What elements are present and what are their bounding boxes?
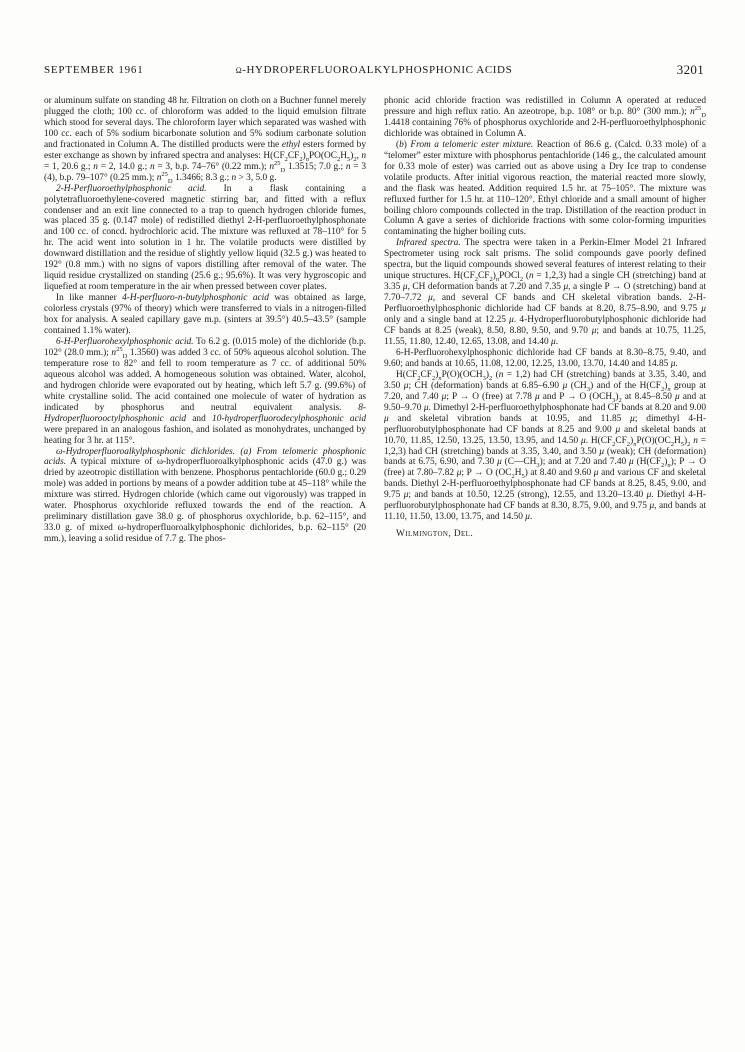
body-paragraph: $H(CF_2CF_2)_nP(O)(OCH_3)_2$ (n = 1,2) had CH (stretching) bands at 3.35, 3.40, and 3.50 μ; CH (deformation) bands at 6.85–6.90 μ $(CH_3)$ and of the $H(CF_2)_n$ group at 7.20, and 7.40 μ; P → O (free) at 7.78 μ and P → O $(OCH_3)_2$ at 8.45–8.50 μ and at 9.50–9.70 μ. Dimethyl 2-H-perfluoroethylphosphonate had CF bands at 8.20 and 9.00 μ and skeletal vibration bands at 10.95, and 11.85 μ; dimethyl 4-H-perfluorobutylphosphonate had CF bands at 8.25 and 9.00 μ and skeletal bands at 10.70, 11.85, 12.50, 13.25, 13.50, 13.95, and 14.50 μ. $H(CF_2CF_2)_nP(O)(OC_2H_5)_2$ n = 1,2,3) had CH (stretching) bands at 3.35, 3.40, and 3.50 μ (weak); CH (deformation) bands at 6.75, 6.90, and 7.30 μ $(C—CH_3)$; and at 7.20 and 7.40 μ $(H(CF_2)_n)$; P → O (free) at 7.80–7.82 μ; P → O $(OC_2H_5)$ at 8.40 and 9.60 μ and various CF and skeletal bands. Diethyl 2-H-perfluoroethylphosphonate had CF bands at 8.25, 8.45, 9.00, and 9.75 μ; and bands at 10.50, 12.25 (strong), 12.55, and 13.20–13.40 μ. Diethyl 4-H-perfluorobutylphosphonate had CF bands at 8.30, 8.75, 9.00, and 9.75 μ, and bands at 11.10, 11.50, 13.00, 13.75, and 14.50 μ. — [384, 369, 707, 523]
body-paragraph: (b) From a telomeric ester mixture. Reaction of 86.6 g. (Calcd. 0.33 mole) of a “telomer” ester mixture with phosphorus pentachloride (146 g., the calculated amount for 0.33 mole of ester) was carried out as above using a Dry Ice trap to condense volatile products. After initial vigorous reaction, the material reacted more slowly, and the flask was heated. Addition required 1.5 hr. at 75–105°. The mixture was refluxed further for 1.5 hr. at 110–120°. Ethyl chloride and a small amount of higher boiling chloro compounds collected in the trap. Distillation of the reaction product in Column A gave a series of dichloride fractions with some color-forming impurities contaminating the higher boiling cuts. — [384, 139, 707, 238]
running-header — [44, 64, 704, 80]
body-paragraph: 6-H-Perfluorohexylphosphonic acid. To 6.2 g. (0.015 mole) of the dichloride (b.p. 102° (28.0 mm.); $n^{25}_D$ 1.3560) was added 3 cc. of 50% aqueous alcohol solution. The temperature rose to 82° and fell to room temperature as 7 cc. of additional 50% aqueous alcohol was added. A homogeneous solution was obtained. Water, alcohol, and hydrogen chloride were evaporated out by heating, which left 5.7 g. (99.6%) of white crystalline solid. The acid contained one molecule of water of hydration as indicated by phosphorus and neutral equivalent analysis. 8-Hydroperfluorooctylphosphonic acid and 10-hydroperfluorodecylphosphonic acid were prepared in an analogous fashion, and isolated as monohydrates, unchanged by heating for 3 hr. at 115°. — [44, 336, 367, 446]
right-column — [384, 96, 706, 540]
header-date: SEPTEMBER 1961 — [44, 64, 144, 76]
body-paragraph: phonic acid chloride fraction was redistilled in Column A operated at reduced pressure and high reflux ratio. An azeotrope, b.p. 108° or b.p. 80° (300 mm.); $n^{25}_D$ 1.4418 containing 76% of phosphorus oxychloride and 2-H-perfluoroethylphosphonic dichloride was obtained in Column A. — [384, 96, 706, 139]
left-column — [44, 96, 366, 545]
page-number: 3201 — [676, 62, 704, 77]
body-paragraph: Infrared spectra. The spectra were taken in a Perkin-Elmer Model 21 Infrared Spectrometer using rock salt prisms. The solid compounds gave poorly defined spectra, but the liquid compounds showed several features of interest relating to their unique structures. $H(CF_2CF_2)_nPOCl_2$ (n = 1,2,3) had a single CH (stretching) band at 3.35 μ, CH deformation bands at 7.20 and 7.35 μ, a single P → O (stretching) band at 7.70–7.72 μ, and several CF bands and CH skeletal vibration bands. 2-H-Perfluoroethylphosphonic dichloride had CF bands at 8.20, 8.75–8.90, and 9.75 μ only and a single band at 12.25 μ. 4-Hydroperfluorobutylphosphonic dichloride had CF bands at 8.25 (weak), 8.50, 8.80, 9.50, and 9.70 μ; and bands at 10.75, 11.25, 11.55, 11.80, 12.40, 12.65, 13.08, and 14.40 μ. — [384, 238, 707, 347]
header-title: ω-HYDROPERFLUOROALKYLPHOSPHONIC ACIDS — [235, 64, 513, 76]
body-paragraph: 6-H-Perfluorohexylphosphonic dichloride had CF bands at 8.30–8.75, 9.40, and 9.60; and bands at 10.65, 11.08, 12.00, 12.25, 13.00, 13.70, 14.40 and 14.85 μ. — [384, 347, 706, 369]
body-paragraph: In like manner 4-H-perfluoro-n-butylphosphonic acid was obtained as large, colorless crystals (97% of theory) which were transferred to vials in a nitrogen-filled box for analysis. A sealed capillary gave m.p. (sinters at 39.5°) 40.5–43.5° (sample contained 1.1% water). — [44, 293, 366, 337]
location-signoff: Wilmington, Del. — [396, 529, 474, 540]
body-paragraph: ω-Hydroperfluoroalkylphosphonic dichlorides. (a) From telomeric phosphonic acids. A typical mixture of ω-hydroperfluoroalkylphosphonic acids (47.0 g.) was dried by azeotropic distillation with benzene. Phosphorus pentachloride (60.0 g.; 0.29 mole) was added in portions by means of a powder addition tube at 45–118° while the mixture was stirred. Hydrogen chloride (which came out vigorously) was trapped in water. Phosphorus oxychloride refluxed towards the end of the reaction. A preliminary distillation gave 38.0 g. of phosphorus oxychloride, b.p. 62–115°, and 33.0 g. of mixed ω-hydroperfluoroalkylphosphonic dichlorides, b.p. 62–115° (20 mm.), leaving a solid residue of 7.7 g. The phos- — [44, 446, 366, 545]
body-paragraph: 2-H-Perfluoroethylphosphonic acid. In a flask containing a polytetrafluoroethylene-covered magnetic stirring bar, and fitted with a reflux condenser and an exit line connected to a trap to quench hydrogen chloride fumes, was placed 35 g. (0.147 mole) of redistilled diethyl 2-H-perfluoroethylphosphonate and 100 cc. of concd. hydrochloric acid. The mixture was refluxed at 78–110° for 5 hr. The acid went into solution in 1 hr. The volatile products were distilled by downward distillation and the residue of slightly yellow liquid (32.5 g.) was heated to 192° (0.8 mm.) with no signs of vapors distilling after removal of the water. The liquid residue crystallized on standing (25.6 g.; 95.6%). It was very hygroscopic and liquefied at room temperature in the air when pressed between cover plates. — [44, 183, 366, 293]
body-paragraph: or aluminum sulfate on standing 48 hr. Filtration on cloth on a Buchner funnel merely plugged the cloth; 100 cc. of chloroform was added to the liquid emulsion filtrate which stood for several days. The chloroform layer which separated was washed with 100 cc. each of 5% sodium bicarbonate solution and 5% sodium carbonate solution and fractionated in Column A. The distilled products were the ethyl esters formed by ester exchange as shown by infrared spectra and analyses: $H(CF_2CF_2)_nPO(OC_2H_5)_2$, n = 1, 20.6 g.; n = 2, 14.0 g.; n = 3, b.p. 74–76° (0.22 mm.); $n^{25}_D$ 1.3515; 7.0 g.; n = 3 (4), b.p. 79–107° (0.25 mm.); $n^{25}_D$ 1.3466; 8.3 g.; n > 3, 5.0 g. — [44, 96, 366, 185]
